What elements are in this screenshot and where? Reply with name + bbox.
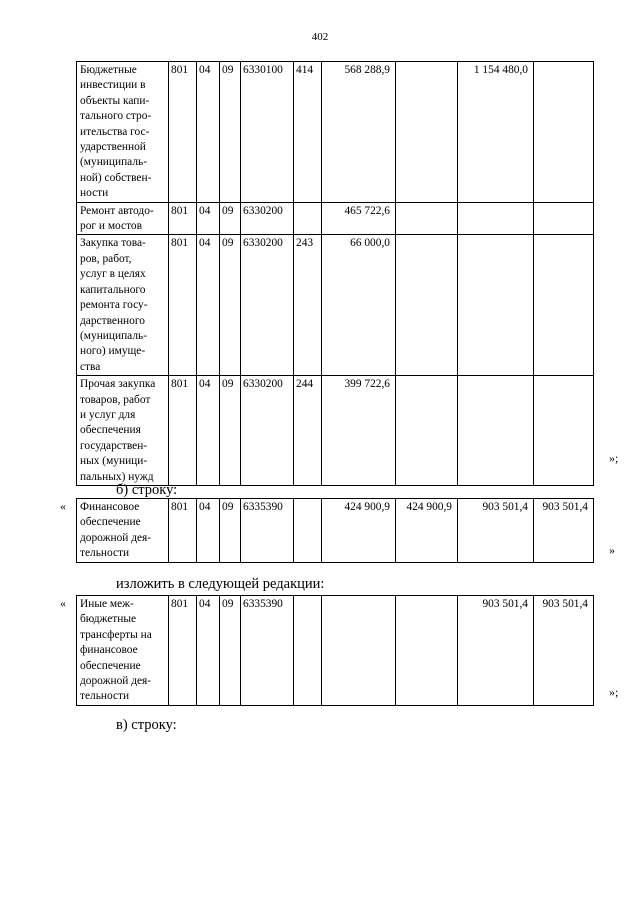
open-quote-2: «	[60, 499, 66, 513]
budget-table-3	[76, 595, 594, 706]
table-cell: 801	[169, 499, 197, 563]
table-row	[77, 202, 594, 235]
table-row	[77, 235, 594, 376]
table-cell: 801	[169, 376, 197, 486]
row-name-cell: Закупка това- ров, работ, услуг в целях капитального ремонта госу- дарственного (муниципаль- ного) имуще- ства	[77, 235, 169, 376]
table-cell	[534, 62, 594, 203]
table-cell: 04	[197, 202, 220, 235]
table-cell: 6330200	[241, 235, 294, 376]
table-cell: 243	[294, 235, 322, 376]
table-cell: 6335390	[241, 499, 294, 563]
row-name-cell: Иные меж- бюджетные трансферты на финансовое обеспечение дорожной дея- тельности	[77, 596, 169, 706]
open-quote-3: «	[60, 596, 66, 610]
table-cell: 09	[220, 202, 241, 235]
table-cell	[294, 499, 322, 563]
table-cell	[294, 596, 322, 706]
table-cell: 6335390	[241, 596, 294, 706]
table-cell	[534, 376, 594, 486]
table-cell	[396, 202, 458, 235]
table-cell: 568 288,9	[322, 62, 396, 203]
heading-c: в) строку:	[116, 717, 177, 733]
table-row	[77, 376, 594, 486]
budget-table-1	[76, 61, 594, 486]
table-cell: 399 722,6	[322, 376, 396, 486]
row-name-cell: Бюджетные инвестиции в объекты капи- тального стро- ительства гос- ударственной (муниципаль- ной) собствен- ности	[77, 62, 169, 203]
table-cell: 09	[220, 376, 241, 486]
table-cell: 424 900,9	[396, 499, 458, 563]
table-cell	[534, 202, 594, 235]
table-cell: 04	[197, 499, 220, 563]
budget-table-2	[76, 498, 594, 563]
table-row	[77, 499, 594, 563]
table-cell: 801	[169, 596, 197, 706]
table-cell	[396, 376, 458, 486]
table-cell: 6330200	[241, 202, 294, 235]
table-cell: 801	[169, 235, 197, 376]
table-cell: 801	[169, 62, 197, 203]
table-cell: 66 000,0	[322, 235, 396, 376]
end-quote-3: »;	[609, 685, 619, 699]
table-cell: 424 900,9	[322, 499, 396, 563]
table-cell: 04	[197, 376, 220, 486]
table-cell: 09	[220, 62, 241, 203]
table-cell: 414	[294, 62, 322, 203]
end-quote-1: »;	[609, 451, 619, 465]
table-cell	[396, 235, 458, 376]
page-number: 402	[311, 31, 329, 43]
table-cell: 09	[220, 499, 241, 563]
table-cell: 903 501,4	[458, 499, 534, 563]
table-cell	[458, 376, 534, 486]
table-cell	[396, 596, 458, 706]
heading-b: б) строку:	[116, 482, 178, 498]
table-cell: 04	[197, 596, 220, 706]
table-cell: 09	[220, 596, 241, 706]
table-cell	[458, 235, 534, 376]
table-cell: 6330100	[241, 62, 294, 203]
row-name-cell: Прочая закупка товаров, работ и услуг для обеспечения государствен- ных (муници- пальных) нужд	[77, 376, 169, 486]
row-name-cell: Ремонт автодо- рог и мостов	[77, 202, 169, 235]
table-cell	[534, 235, 594, 376]
table-cell: 1 154 480,0	[458, 62, 534, 203]
table-cell: 244	[294, 376, 322, 486]
table-cell: 04	[197, 235, 220, 376]
table-cell	[396, 62, 458, 203]
table-row	[77, 596, 594, 706]
table-cell: 903 501,4	[458, 596, 534, 706]
row-name-cell: Финансовое обеспечение дорожной дея- тельности	[77, 499, 169, 563]
table-cell: 903 501,4	[534, 499, 594, 563]
end-quote-2: »	[609, 543, 615, 557]
table-cell: 903 501,4	[534, 596, 594, 706]
table-cell: 465 722,6	[322, 202, 396, 235]
table-row	[77, 62, 594, 203]
table-cell: 801	[169, 202, 197, 235]
table-cell: 6330200	[241, 376, 294, 486]
heading-edit: изложить в следующей редакции:	[116, 576, 325, 592]
table-cell: 09	[220, 235, 241, 376]
table-cell	[322, 596, 396, 706]
table-cell	[458, 202, 534, 235]
table-cell	[294, 202, 322, 235]
table-cell: 04	[197, 62, 220, 203]
